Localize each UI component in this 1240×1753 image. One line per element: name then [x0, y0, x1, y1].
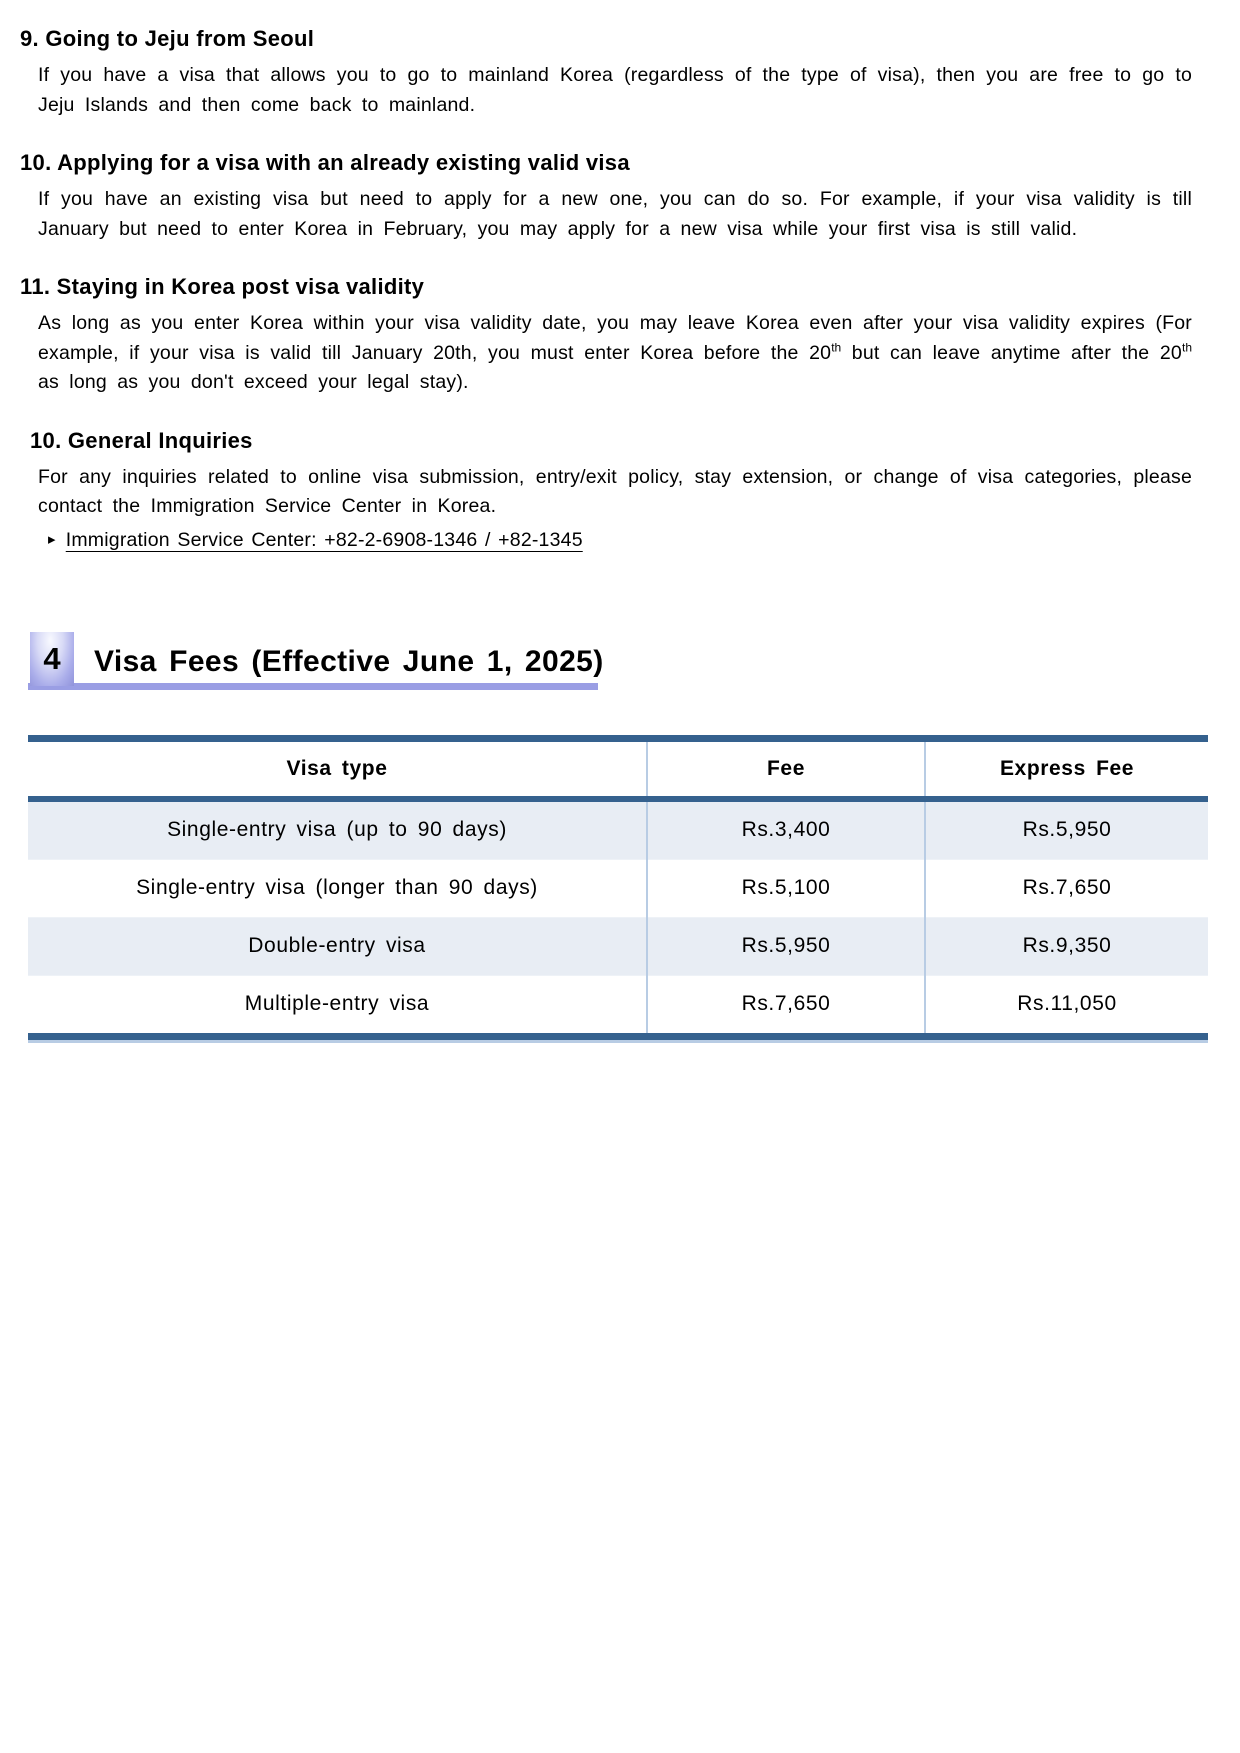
visa-fees-banner	[28, 632, 668, 690]
body-text-part: but can leave anytime after the 20	[841, 341, 1182, 364]
visa-fees-table	[28, 735, 1208, 1040]
banner-title: Visa Fees (Effective June 1, 2025)	[94, 644, 604, 678]
section-heading: 11. Staying in Korea post visa validity	[20, 274, 425, 299]
section-post-validity	[0, 274, 1240, 398]
section-body	[38, 309, 1192, 398]
section-jeju	[0, 26, 1240, 120]
superscript-th: th	[831, 340, 842, 354]
cell-fee: Rs.5,950	[647, 917, 925, 975]
cell-visa-type: Single-entry visa (longer than 90 days)	[136, 876, 538, 899]
cell-fee: Rs.5,100	[647, 859, 925, 917]
section-body: If you have an existing visa but need to apply for a new one, you can do so. For example, if your visa validity is till January but need to enter Korea in February, you may apply for a new visa while your first visa is still valid.	[38, 188, 1192, 240]
cell-express-fee: Rs.7,650	[925, 859, 1208, 917]
cell-visa-type: Single-entry visa (up to 90 days)	[167, 818, 507, 841]
table-row	[28, 975, 1208, 1036]
cell-visa-type: Multiple-entry visa	[244, 992, 430, 1015]
banner-underline-bar	[28, 683, 598, 690]
table-row	[28, 859, 1208, 917]
table-row	[28, 917, 1208, 975]
section-body: For any inquiries related to online visa submission, entry/exit policy, stay extension, or change of visa categories, please contact the Immigration Service Center in Korea.	[38, 465, 1192, 517]
column-header-express-fee: Express Fee	[925, 738, 1208, 799]
column-header-fee: Fee	[647, 738, 925, 799]
contact-phone-text: Immigration Service Center: +82-2-6908-1346 / +82-1345	[65, 528, 583, 551]
triangle-bullet-icon: ▸	[48, 530, 56, 548]
section-existing-visa	[0, 150, 1240, 244]
contact-line	[48, 529, 1240, 552]
cell-express-fee: Rs.5,950	[925, 799, 1208, 860]
cell-express-fee: Rs.11,050	[925, 975, 1208, 1036]
section-heading: 9. Going to Jeju from Seoul	[20, 26, 315, 51]
cell-visa-type: Double-entry visa	[248, 934, 426, 957]
section-general-inquiries	[0, 428, 1240, 552]
superscript-th: th	[1181, 340, 1192, 354]
column-header-visa-type: Visa type	[286, 756, 388, 780]
section-heading: 10. Applying for a visa with an already existing valid visa	[20, 150, 630, 175]
section-body: If you have a visa that allows you to go to mainland Korea (regardless of the type of visa), then you are free to go to Jeju Islands and then come back to mainland.	[38, 64, 1192, 116]
cell-fee: Rs.7,650	[647, 975, 925, 1036]
section-heading: 10. General Inquiries	[30, 427, 253, 453]
banner-number-box: 4	[30, 632, 74, 686]
cell-express-fee: Rs.9,350	[925, 917, 1208, 975]
table-header-row	[28, 738, 1208, 799]
cell-fee: Rs.3,400	[647, 799, 925, 860]
table-row	[28, 799, 1208, 860]
body-text-part: as long as you don't exceed your legal stay).	[38, 371, 469, 393]
body-text-part: As long as you enter Korea within your visa validity date, you may leave Korea even after your visa validity expires (For example, if your visa is valid till January 20th, you must enter Korea before the 20	[38, 312, 1192, 364]
